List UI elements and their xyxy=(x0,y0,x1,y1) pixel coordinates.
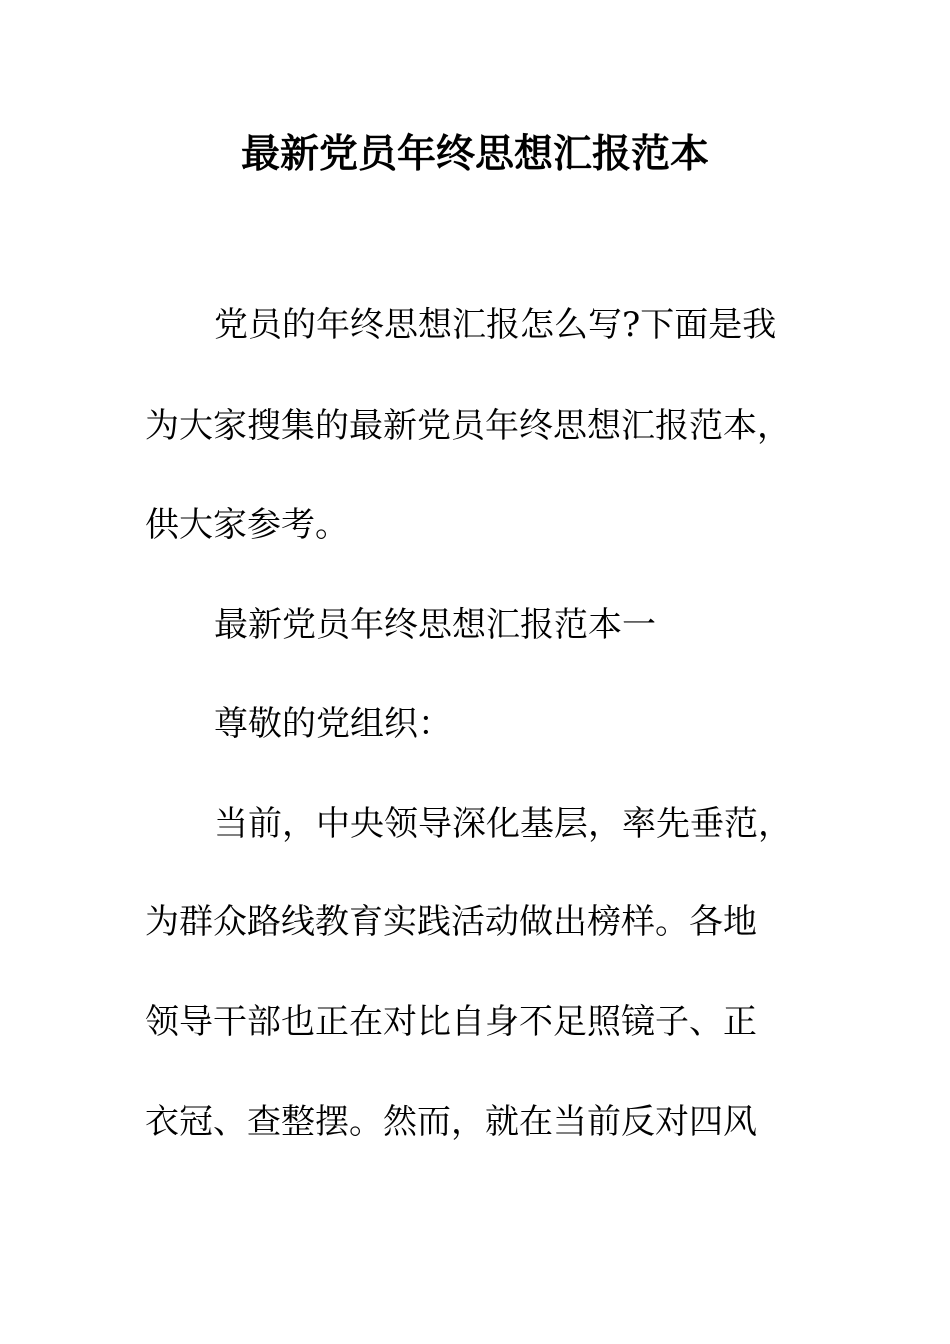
paragraph-line: 党员的年终思想汇报怎么写?下面是我 xyxy=(214,305,777,345)
paragraph-line: 为群众路线教育实践活动做出榜样。各地 xyxy=(145,902,757,942)
paragraph-line: 为大家搜集的最新党员年终思想汇报范本， xyxy=(145,406,791,446)
paragraph-line: 当前，中央领导深化基层，率先垂范， xyxy=(214,804,792,844)
paragraph-line: 领导干部也正在对比自身不足照镜子、正 xyxy=(145,1002,757,1042)
paragraph-line: 衣冠、查整摆。然而，就在当前反对四风 xyxy=(145,1102,757,1142)
salutation: 尊敬的党组织： xyxy=(214,704,452,744)
section-heading: 最新党员年终思想汇报范本一 xyxy=(214,605,656,645)
paragraph-line: 供大家参考。 xyxy=(145,505,349,545)
document-title: 最新党员年终思想汇报范本 xyxy=(240,131,709,177)
